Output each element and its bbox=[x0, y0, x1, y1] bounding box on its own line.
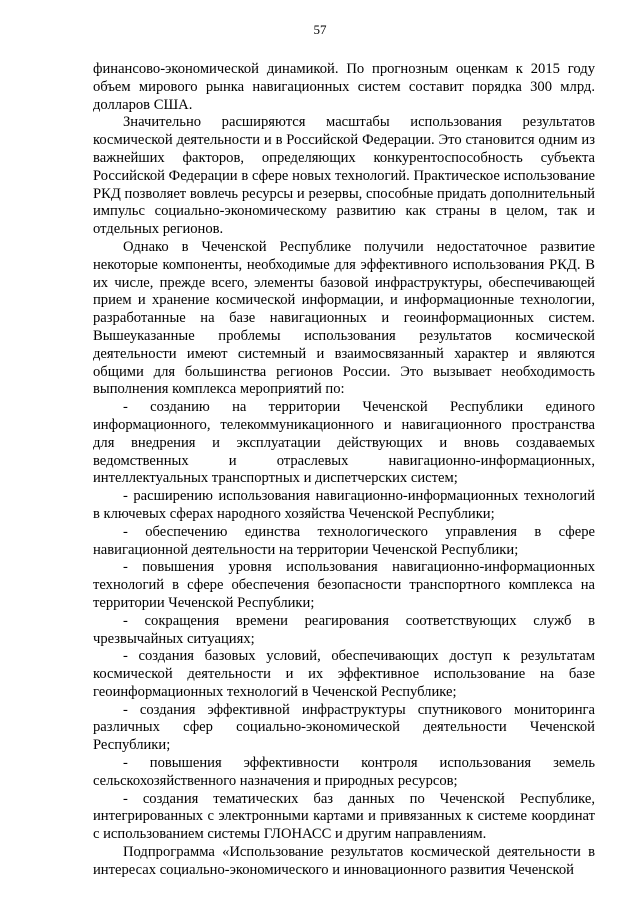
list-item: - создания эффективной инфраструктуры спутникового мониторинга различных сфер социально-экономической деятельности Чеченской Республики; bbox=[93, 701, 595, 754]
paragraph: Значительно расширяются масштабы использования результатов космической деятельности и в Российской Федерации. Это становится одним из важнейших факторов, определяющих конкурентоспособность субъекта Российской Федерации в сфере новых технологий. Практическое использование РКД позволяет вовлечь ресурсы и резервы, способные придать дополнительный импульс социально-экономическому развитию как страны в целом, так и отдельных регионов. bbox=[93, 114, 595, 238]
list-item: - создания базовых условий, обеспечивающих доступ к результатам космической деятельности и их эффективное использование на базе геоинформационных технологий в Чеченской Республике; bbox=[93, 648, 595, 700]
body-text bbox=[93, 61, 595, 880]
paragraph: Подпрограмма «Использование результатов космической деятельности в интересах социально-экономического и инновационного развития Чеченской bbox=[93, 844, 595, 878]
paragraph: Однако в Чеченской Республике получили недостаточное развитие некоторые компоненты, необходимые для эффективного использования РКД. В их числе, прежде всего, элементы базовой инфраструктуры, обеспечивающей прием и хранение космической информации, и информационные технологии, разработанные на базе навигационных и геоинформационных систем. Вышеуказанные проблемы использования результатов космической деятельности имеют системный и взаимосвязанный характер и являются общими для большинства регионов России. Это вызывает необходимость выполнения комплекса мероприятий по: bbox=[93, 238, 595, 398]
list-item: - созданию на территории Чеченской Республики единого информационного, телекоммуникационного и навигационного пространства для внедрения и эксплуатации действующих и вновь создаваемых ведомственных и отраслевых навигационно-информационных, интеллектуальных транспортных и диспетчерских систем; bbox=[93, 399, 595, 487]
paragraph: финансово-экономической динамикой. По прогнозным оценкам к 2015 году объем мирового рынка навигационных систем составит порядка 300 млрд. долларов США. bbox=[93, 61, 595, 113]
list-item: - повышения уровня использования навигационно-информационных технологий в сфере обеспечения безопасности транспортного комплекса на территории Чеченской Республики; bbox=[93, 559, 595, 611]
list-item: - повышения эффективности контроля использования земель сельскохозяйственного назначения и природных ресурсов; bbox=[93, 755, 595, 789]
list-item: - сокращения времени реагирования соответствующих служб в чрезвычайных ситуациях; bbox=[93, 612, 595, 647]
list-item: - создания тематических баз данных по Чеченской Республике, интегрированных с электронными картами и привязанных к системе координат с использованием системы ГЛОНАСС и другим направлениям. bbox=[93, 790, 595, 843]
list-item: - расширению использования навигационно-информационных технологий в ключевых сферах народного хозяйства Чеченской Республики; bbox=[93, 488, 595, 522]
list-item: - обеспечению единства технологического управления в сфере навигационной деятельности на территории Чеченской Республики; bbox=[93, 523, 595, 558]
page-number: 57 bbox=[313, 22, 327, 37]
